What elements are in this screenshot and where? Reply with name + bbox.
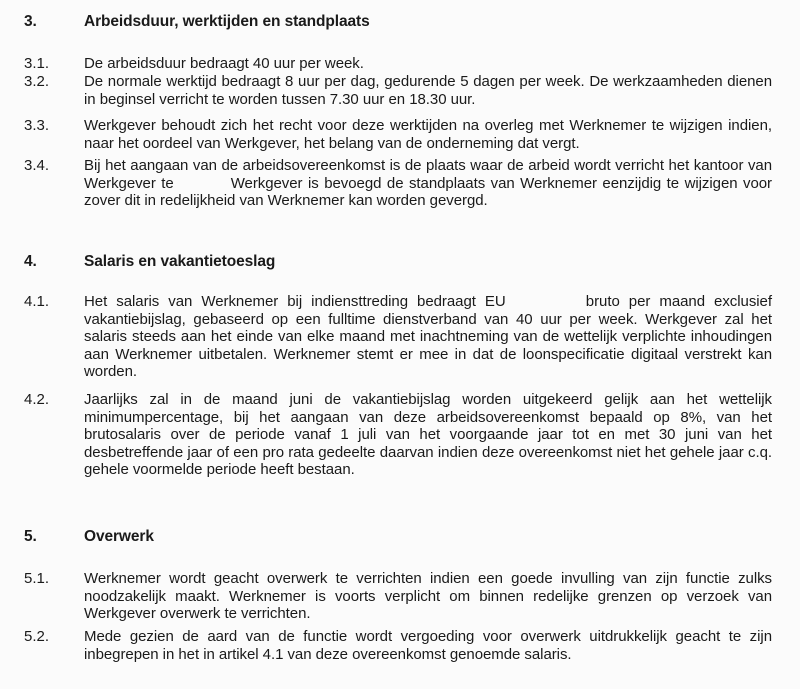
article-4-2 — [24, 391, 772, 479]
section-title: Overwerk — [84, 528, 154, 545]
article-number: 5.2. — [24, 628, 50, 645]
section-title: Arbeidsduur, werktijden en standplaats — [84, 13, 370, 30]
article-text — [84, 293, 772, 381]
article-text: De arbeidsduur bedraagt 40 uur per week. — [84, 55, 364, 72]
redacted-location — [179, 178, 225, 188]
article-number: 3.1. — [24, 55, 50, 72]
section-number: 5. — [24, 528, 37, 545]
section-number: 4. — [24, 253, 37, 270]
article-text: Werknemer wordt geacht overwerk te verrichten indien een goede invulling van zijn functie zulks noodzakelijk maakt. Werknemer is voorts verplicht om binnen redelijke grenzen op verzoek van Werkgever overwerk te verrichten. — [84, 570, 772, 623]
article-text-part-b: bruto per maand exclusief vakantiebijslag, gebaseerd op een fulltime dienstverband van 40 uur per week. Werkgever zal het salaris steeds aan het einde van elke maand met inachtneming van de wettelijk verplichte inhoudingen aan Werknemer uitbetalen. Werknemer stemt er mee in dat de loonspecificatie digitaal verstrekt kan worden. — [84, 293, 772, 381]
article-number: 4.2. — [24, 391, 50, 408]
article-5-2 — [24, 628, 772, 663]
article-5-1 — [24, 570, 772, 623]
article-number: 3.3. — [24, 117, 50, 134]
article-text: Jaarlijks zal in de maand juni de vakantiebijslag worden uitgekeerd gelijk aan het wettelijk minimumpercentage, bij het aangaan van deze arbeidsovereenkomst bepaald op 8%, van het brutosalaris over de periode vanaf 1 juli van het voorgaande jaar tot en met 30 juni van het desbetreffende jaar of een pro rata gedeelte daarvan indien deze overeenkomst niet het gehele jaar c.q. gehele voormelde periode heeft bestaan. — [84, 391, 772, 479]
section-5-heading — [24, 528, 154, 546]
article-4-1 — [24, 293, 772, 381]
article-3-2 — [24, 73, 772, 108]
section-4-heading — [24, 253, 275, 271]
section-number: 3. — [24, 13, 37, 30]
article-number: 3.2. — [24, 73, 50, 90]
article-3-1 — [24, 55, 772, 73]
article-number: 5.1. — [24, 570, 50, 587]
article-text: Werkgever behoudt zich het recht voor deze werktijden na overleg met Werknemer te wijzigen indien, naar het oordeel van Werkgever, het belang van de onderneming dat vergt. — [84, 117, 772, 152]
article-text — [84, 157, 772, 210]
article-text-part-a: Het salaris van Werknemer bij indiensttreding bedraagt EU — [84, 293, 506, 310]
article-text: Mede gezien de aard van de functie wordt vergoeding voor overwerk uitdrukkelijk geacht te zijn inbegrepen in het in artikel 4.1 van deze overeenkomst genoemde salaris. — [84, 628, 772, 663]
section-title: Salaris en vakantietoeslag — [84, 253, 276, 270]
article-text-part-b: Werkgever is bevoegd de standplaats van Werknemer eenzijdig te wijzigen voor zover dit in redelijkheid van Werknemer kan worden gevergd. — [84, 174, 773, 210]
section-3-heading — [24, 13, 370, 31]
article-text: De normale werktijd bedraagt 8 uur per dag, gedurende 5 dagen per week. De werkzaamheden dienen in beginsel verricht te worden tussen 7.30 uur en 18.30 uur. — [84, 73, 772, 108]
article-number: 3.4. — [24, 157, 50, 174]
article-3-3 — [24, 117, 772, 152]
article-3-4 — [24, 157, 772, 210]
redacted-amount — [515, 296, 577, 306]
article-number: 4.1. — [24, 293, 50, 310]
article-text-part-a: Bij het aangaan van de arbeidsovereenkomst is de plaats waar de arbeid wordt verricht het kantoor van Werkgever te — [84, 157, 772, 192]
